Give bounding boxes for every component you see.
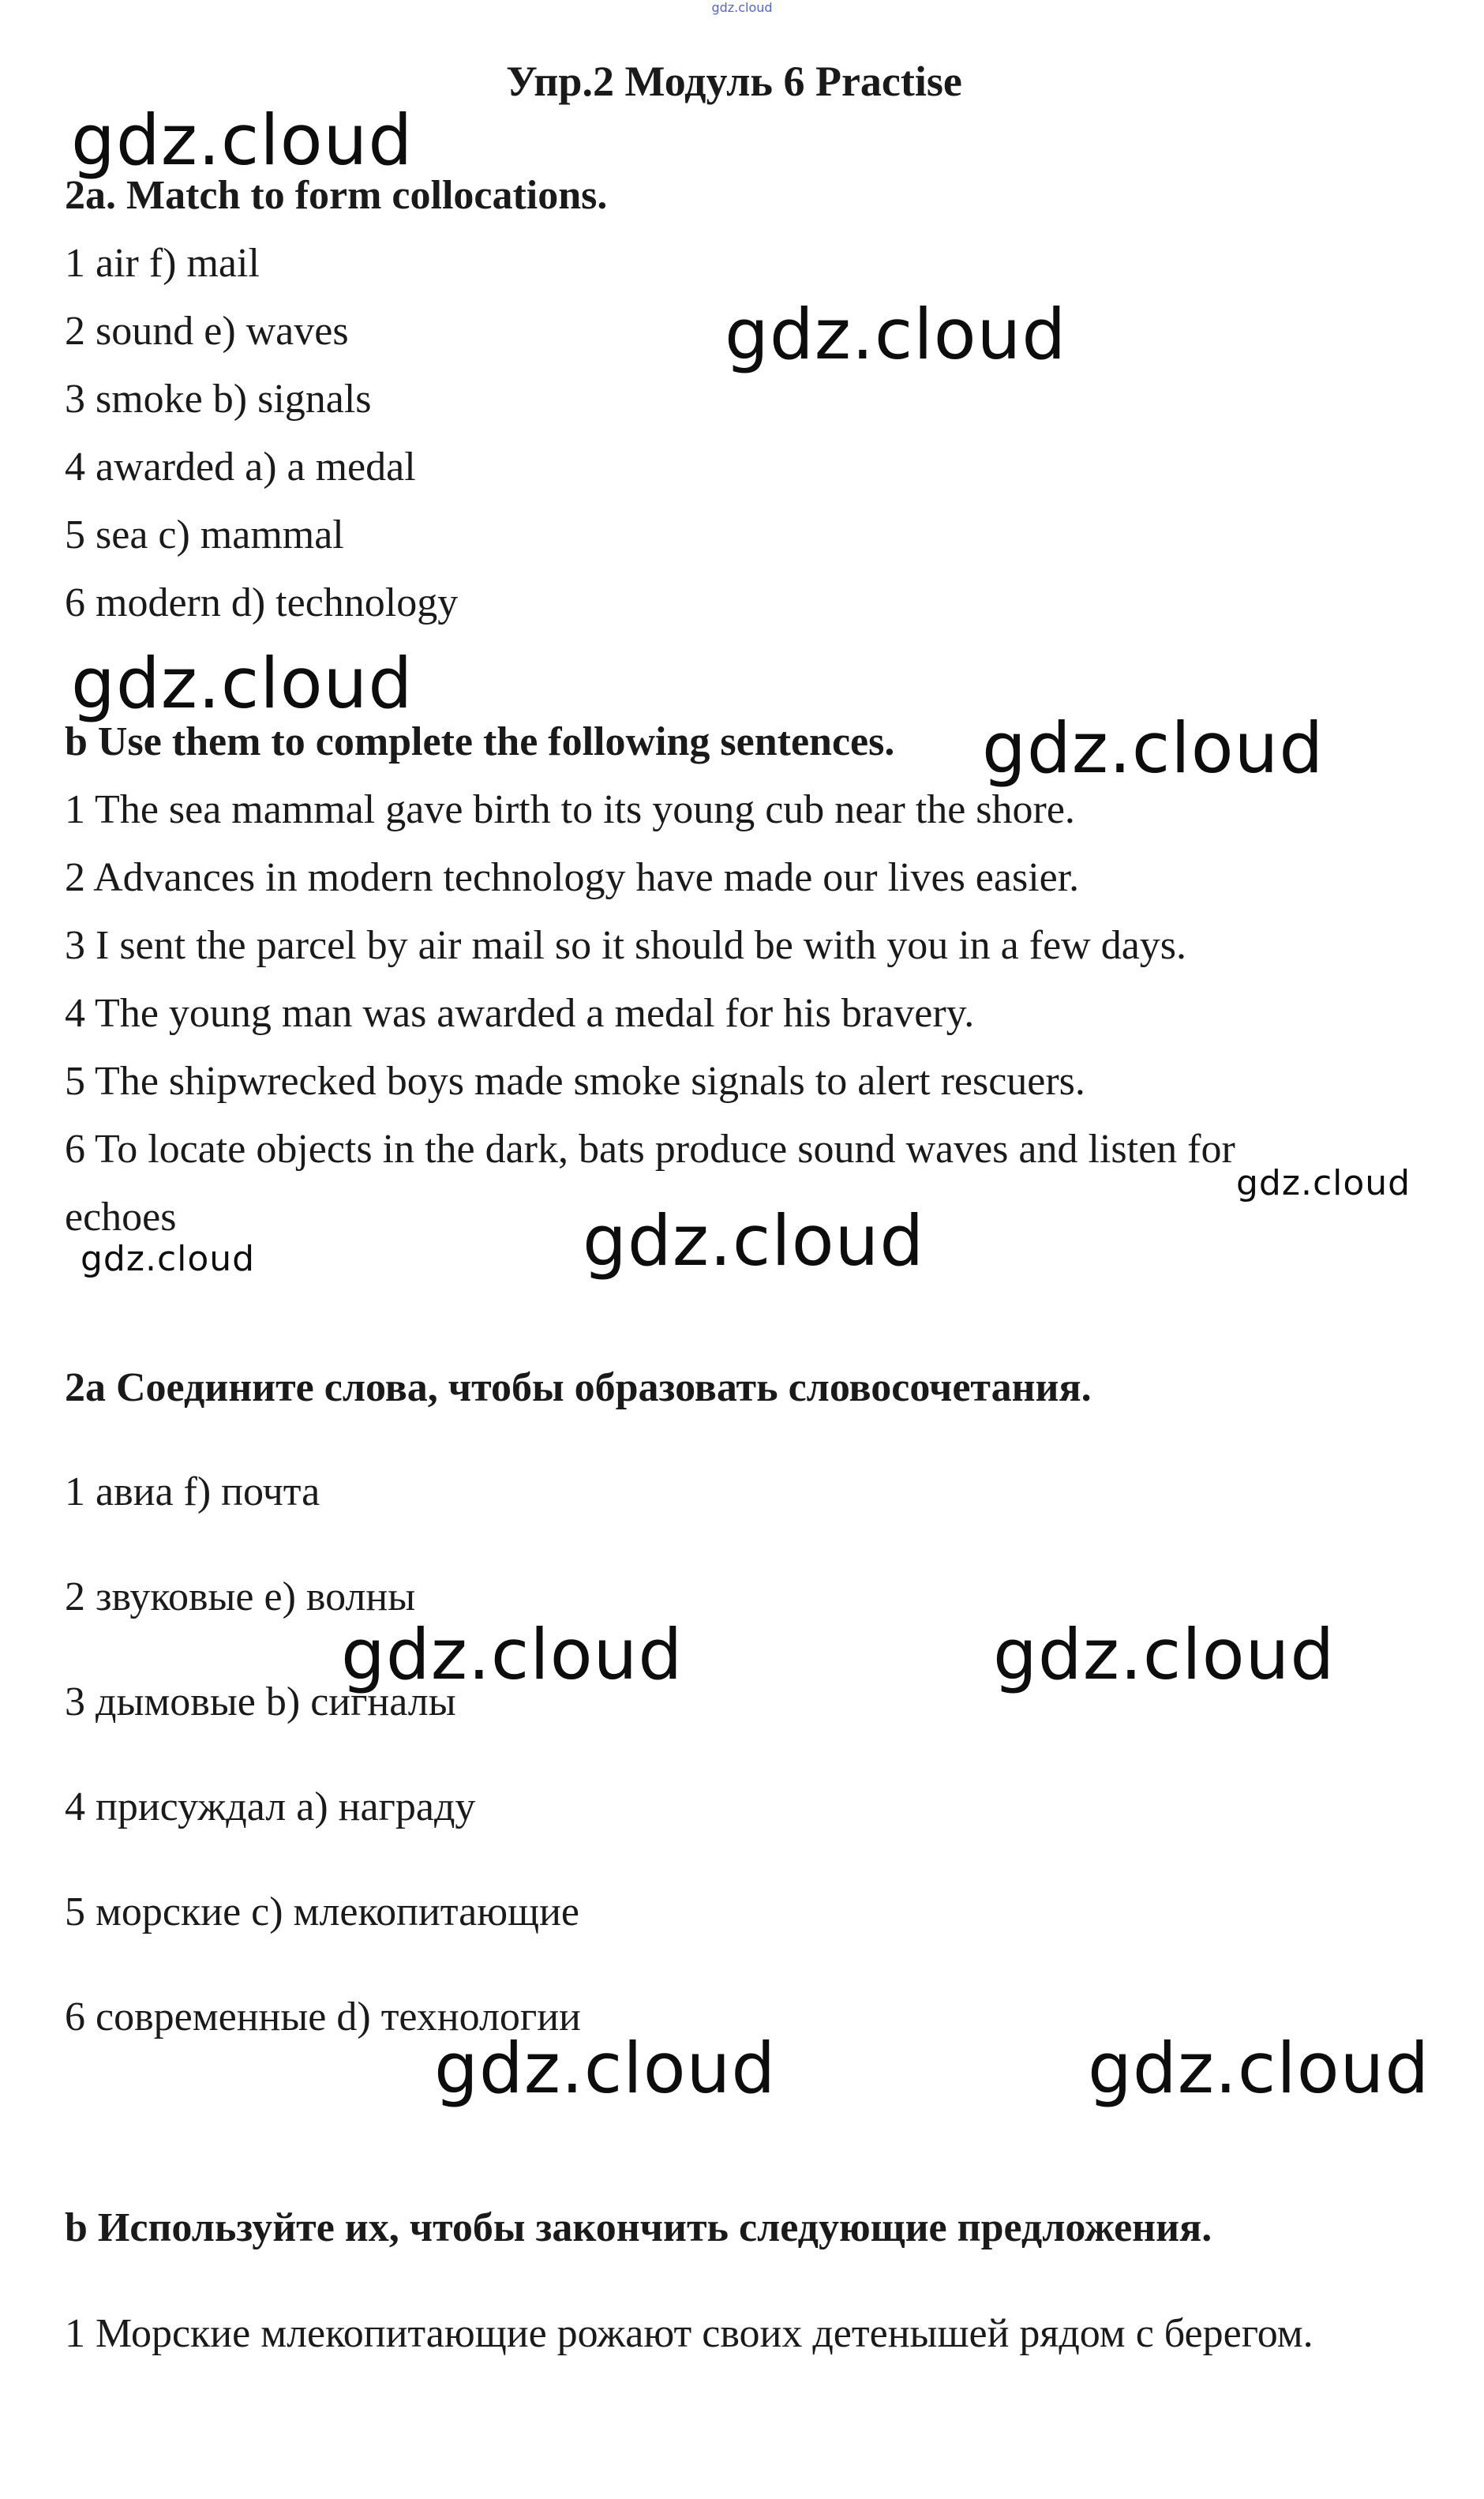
collocation-item-ru: 4 присуждал a) награду (65, 1784, 476, 1829)
watermark: gdz.cloud (81, 1239, 256, 1279)
sentence-item-continuation: echoes (65, 1195, 177, 1240)
collocation-item-ru: 3 дымовые b) сигналы (65, 1679, 456, 1724)
sentence-item-ru: 1 Морские млекопитающие рожают своих детенышей рядом с берегом. (65, 2311, 1313, 2356)
sentence-item: 5 The shipwrecked boys made smoke signals to alert rescuers. (65, 1059, 1085, 1104)
collocation-item: 5 sea c) mammal (65, 512, 344, 557)
section-b-ru-heading: b Используйте их, чтобы закончить следующие предложения. (65, 2205, 1212, 2250)
collocation-item-ru: 6 современные d) технологии (65, 1994, 581, 2039)
sentence-item: 3 I sent the parcel by air mail so it should be with you in a few days. (65, 923, 1187, 968)
section-2a-heading: 2a. Match to form collocations. (65, 173, 608, 218)
collocation-item: 3 smoke b) signals (65, 377, 372, 422)
sentence-item: 1 The sea mammal gave birth to its young cub near the shore. (65, 787, 1075, 832)
collocation-item: 1 air f) mail (65, 241, 260, 286)
sentence-item: 4 The young man was awarded a medal for his bravery. (65, 991, 975, 1036)
section-b-heading: b Use them to complete the following sentences. (65, 719, 895, 764)
page-title: Упр.2 Модуль 6 Practise (506, 58, 962, 105)
collocation-item: 2 sound e) waves (65, 309, 349, 354)
watermark: gdz.cloud (982, 707, 1325, 789)
collocation-item-ru: 5 морские c) млекопитающие (65, 1889, 580, 1934)
watermark: gdz.cloud (71, 99, 414, 181)
watermark: gdz.cloud (993, 1614, 1336, 1695)
top-watermark-label: gdz.cloud (711, 0, 773, 15)
watermark: gdz.cloud (1088, 2028, 1430, 2109)
watermark: gdz.cloud (71, 643, 414, 724)
section-2a-ru-heading: 2a Соедините слова, чтобы образовать словосочетания. (65, 1365, 1092, 1410)
collocation-item: 6 modern d) technology (65, 580, 459, 625)
watermark: gdz.cloud (1236, 1163, 1411, 1203)
sentence-item: 2 Advances in modern technology have made our lives easier. (65, 855, 1080, 900)
watermark: gdz.cloud (434, 2028, 777, 2109)
collocation-item-ru: 2 звуковые e) волны (65, 1574, 416, 1619)
watermark: gdz.cloud (341, 1614, 684, 1695)
watermark: gdz.cloud (583, 1200, 925, 1281)
collocation-item-ru: 1 авиа f) почта (65, 1469, 320, 1514)
collocation-item: 4 awarded a) a medal (65, 445, 416, 490)
watermark: gdz.cloud (725, 294, 1067, 375)
sentence-item: 6 To locate objects in the dark, bats produce sound waves and listen for (65, 1127, 1235, 1172)
